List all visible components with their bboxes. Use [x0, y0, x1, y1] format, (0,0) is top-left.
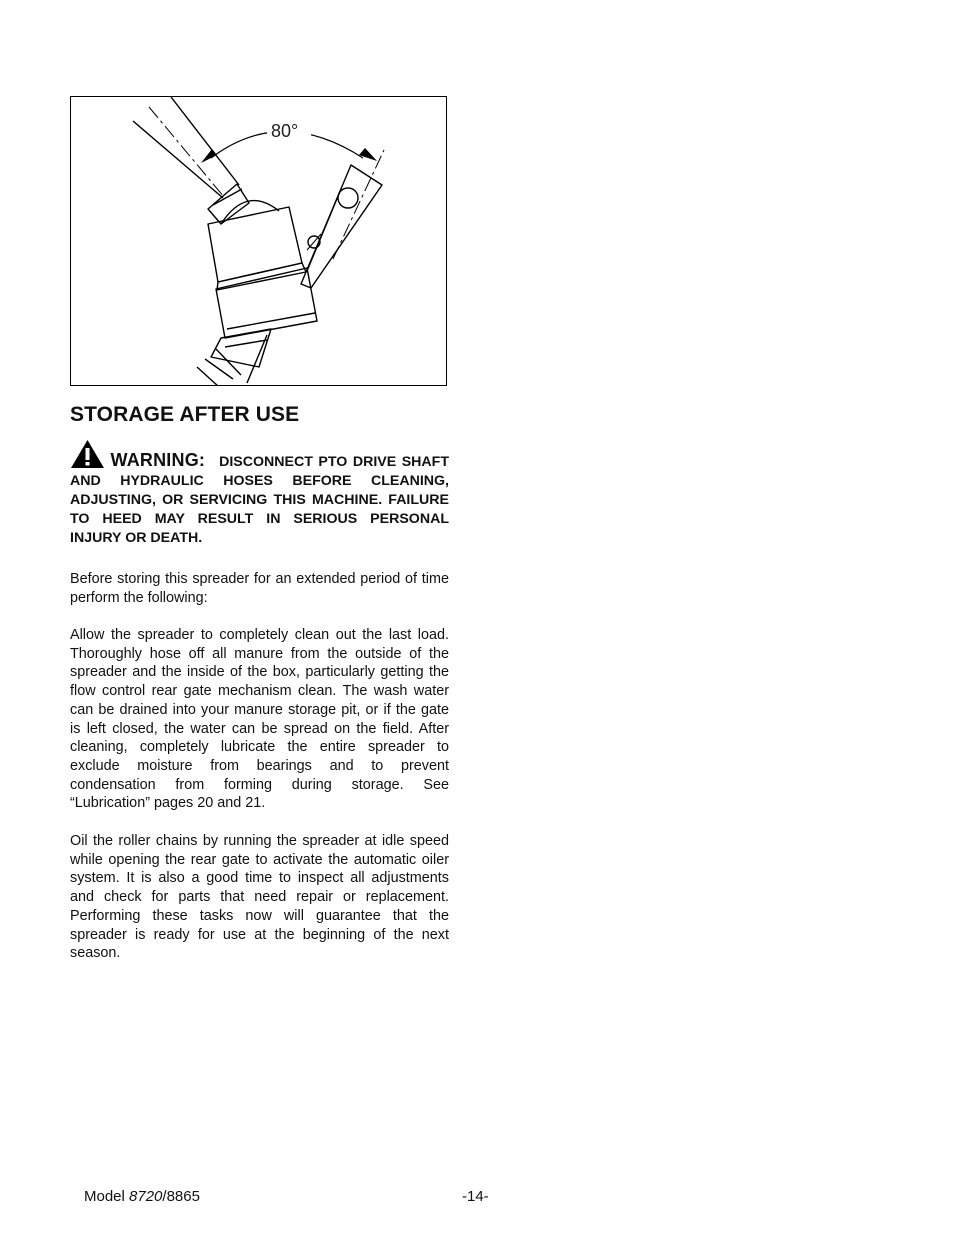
intro-paragraph: Before storing this spreader for an extended period of time perform the following:	[70, 571, 449, 606]
angle-label: 80°	[271, 121, 299, 141]
warning-label: WARNING:	[110, 450, 206, 470]
footer-model-italic: 8720	[129, 1188, 163, 1205]
footer-model-suffix: /8865	[162, 1188, 200, 1205]
warning-triangle-icon	[70, 439, 105, 469]
page-number: -14-	[462, 1188, 489, 1205]
footer-model-prefix: Model	[84, 1188, 130, 1205]
footer-model	[84, 1188, 200, 1205]
warning-block	[70, 439, 449, 548]
section-heading: STORAGE AFTER USE	[70, 403, 300, 426]
pto-joint-drawing	[71, 97, 447, 386]
cleaning-paragraph: Allow the spreader to completely clean out the last load. Thoroughly hose off all manure from the outside of the spreader and the inside of the box, particularly getting the flow control rear gate mechanism clean. The wash water can be drained into your manure storage pit, or if the gate is left closed, the water can be spread on the field. After cleaning, completely lubricate the entire spreader to exclude moisture from bearings and to prevent condensation from forming during storage. See “Lubrication” pages 20 and 21.	[70, 627, 449, 812]
pto-angle-figure	[70, 96, 447, 386]
warning-text: DISCONNECT PTO DRIVE SHAFT AND HYDRAULIC HOSES BEFORE CLEANING, ADJUSTING, OR SERVICING THIS MACHINE. FAILURE TO HEED MAY RESULT IN SERIOUS PERSONAL INJURY OR DEATH.	[70, 454, 449, 546]
oiling-paragraph: Oil the roller chains by running the spreader at idle speed while opening the rear gate to activate the automatic oiler system. It is also a good time to inspect all adjustments and check for parts that need repair or replacement. Performing these tasks now will guarantee that the spreader is ready for use at the beginning of the next season.	[70, 833, 449, 962]
